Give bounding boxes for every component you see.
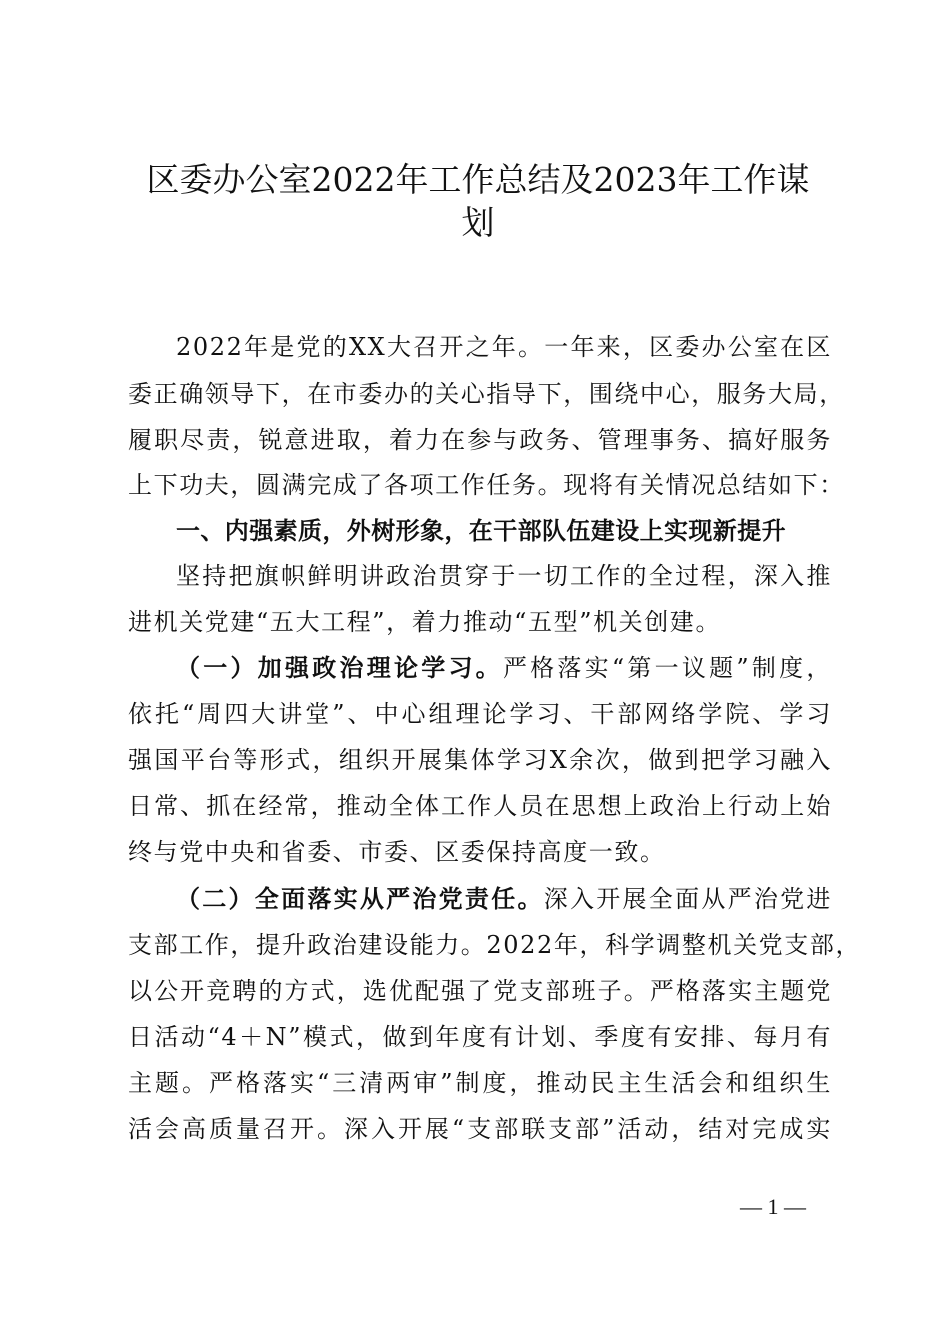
subsection-heading-2: （二）全面落实从严治党责任。 <box>176 885 544 913</box>
paragraph-line: 日常、抓在经常，推动全体工作人员在思想上政治上行动上始 <box>128 792 832 820</box>
section-heading-1: 一、内强素质，外树形象，在干部队伍建设上实现新提升 <box>176 517 786 545</box>
paragraph-line: 以公开竞聘的方式，选优配强了党支部班子。严格落实主题党 <box>128 977 832 1005</box>
paragraph-line: 支部工作，提升政治建设能力。2022年，科学调整机关党支部， <box>128 931 862 959</box>
document-title-line-1: 区委办公室2022年工作总结及2023年工作谋 <box>146 160 810 199</box>
subsection-heading-1: （一）加强政治理论学习。 <box>176 654 503 682</box>
document-title-line-2: 划 <box>461 203 495 242</box>
paragraph-line: 日活动“4＋N”模式，做到年度有计划、季度有安排、每月有 <box>128 1023 832 1051</box>
paragraph-line: 活会高质量召开。深入开展“支部联支部”活动，结对完成实 <box>128 1115 832 1143</box>
paragraph-line <box>176 880 832 918</box>
paragraph-line: 强国平台等形式，组织开展集体学习X余次，做到把学习融入 <box>128 746 832 774</box>
paragraph-line: 进机关党建“五大工程”，着力推动“五型”机关创建。 <box>128 608 722 636</box>
paragraph-line: 主题。严格落实“三清两审”制度，推动民主生活会和组织生 <box>128 1069 832 1097</box>
paragraph-line-rest: 严格落实“第一议题”制度， <box>502 654 833 682</box>
paragraph-line: 终与党中央和省委、市委、区委保持高度一致。 <box>128 838 666 866</box>
paragraph-line-rest: 深入开展全面从严治党进 <box>543 885 832 913</box>
paragraph-line: 上下功夫，圆满完成了各项工作任务。现将有关情况总结如下： <box>128 471 845 499</box>
paragraph-line: 履职尽责，锐意进取，着力在参与政务、管理事务、搞好服务 <box>128 426 832 454</box>
paragraph-line <box>176 649 832 687</box>
paragraph-line: 坚持把旗帜鲜明讲政治贯穿于一切工作的全过程，深入推 <box>176 562 832 590</box>
paragraph-line: 委正确领导下，在市委办的关心指导下，围绕中心，服务大局， <box>128 380 845 408</box>
page-number: — 1 — <box>740 1194 806 1219</box>
paragraph-line: 依托“周四大讲堂”、中心组理论学习、干部网络学院、学习 <box>128 700 832 728</box>
paragraph-line: 2022年是党的XX大召开之年。一年来，区委办公室在区 <box>176 333 832 361</box>
